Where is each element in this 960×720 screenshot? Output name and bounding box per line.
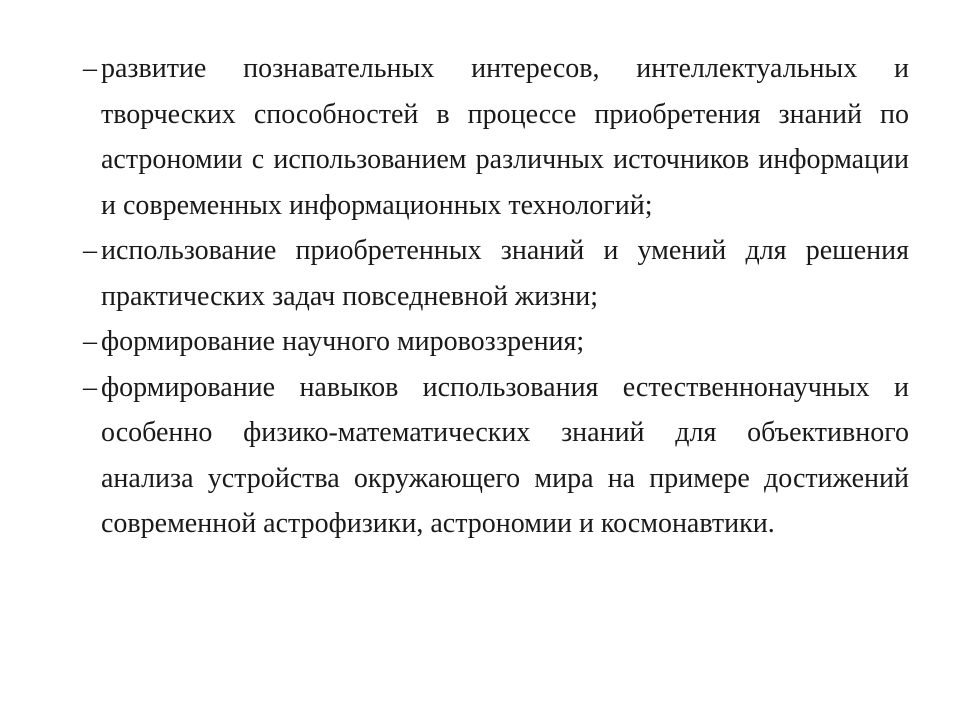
bullet-marker: – <box>83 53 97 84</box>
list-item-text: развитие познавательных интересов, интеллектуальных и творческих способностей в процессе приобретения знаний по астрономии с использованием различных источников информации и современных информационных технологий; <box>101 53 909 221</box>
bullet-marker: – <box>83 235 97 266</box>
list-item <box>83 365 909 547</box>
list-item <box>83 319 909 365</box>
list-item-text: формирование навыков использования естественнонаучных и особенно физико-математических знаний для объективного анализа устройства окружающего мира на примере достижений современной астрофизики, астрономии и космонавтики. <box>101 371 909 539</box>
bullet-list <box>83 46 909 547</box>
bullet-marker: – <box>83 371 97 403</box>
list-item-text: использование приобретенных знаний и умений для решения практических задач повседневной жизни; <box>101 235 909 312</box>
list-item-text: формирование научного мировоззрения; <box>101 326 585 357</box>
bullet-marker: – <box>83 326 97 357</box>
list-item <box>83 46 909 228</box>
list-item <box>83 228 909 319</box>
